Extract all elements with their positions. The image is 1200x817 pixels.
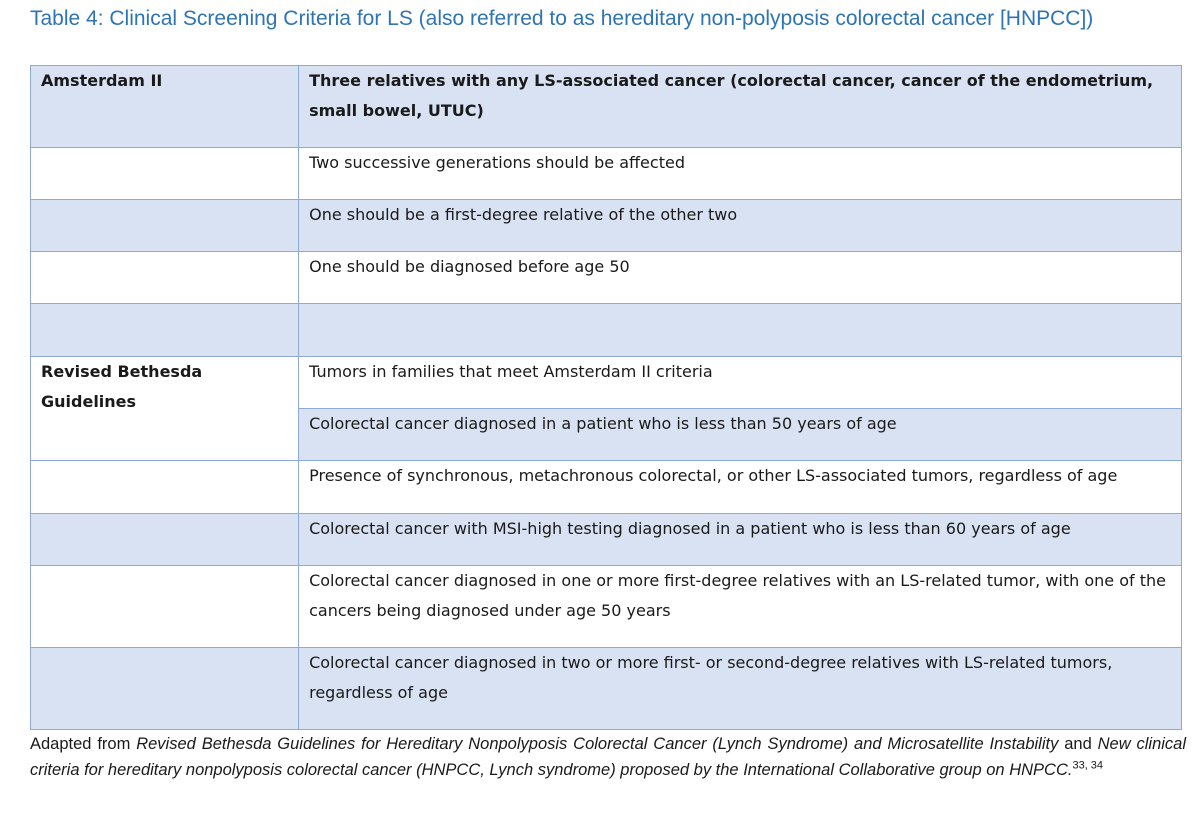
source-prefix: Adapted from — [30, 735, 137, 753]
empty-cell — [31, 648, 299, 730]
criterion-cell: Colorectal cancer diagnosed in one or more first-degree relatives with an LS-related tumor, with one of the cancers being diagnosed under age 50 years — [299, 566, 1182, 648]
criterion-cell: Colorectal cancer with MSI-high testing diagnosed in a patient who is less than 60 years of age — [299, 514, 1182, 566]
bethesda-label: Revised Bethesda Guidelines — [31, 357, 299, 461]
criterion-cell: Two successive generations should be affected — [299, 148, 1182, 200]
table-row — [31, 148, 1182, 200]
table-caption: Table 4: Clinical Screening Criteria for LS (also referred to as hereditary non-polyposis colorectal cancer [HNPCC]) — [30, 7, 1094, 30]
table-row — [31, 514, 1182, 566]
table-row — [31, 566, 1182, 648]
empty-cell — [31, 200, 299, 252]
header-criterion: Three relatives with any LS-associated cancer (colorectal cancer, cancer of the endometrium, small bowel, UTUC) — [299, 66, 1182, 148]
source-title-hnpcc: New clinical criteria for hereditary nonpolyposis colorectal cancer (HNPCC, Lynch syndrome) proposed by the International Collaborative group on HNPCC. — [30, 735, 1187, 779]
table-row — [31, 252, 1182, 304]
criterion-cell: One should be diagnosed before age 50 — [299, 252, 1182, 304]
empty-cell — [31, 461, 299, 514]
amsterdam-label: Amsterdam II — [31, 66, 299, 148]
criterion-cell: Colorectal cancer diagnosed in a patient who is less than 50 years of age — [299, 409, 1182, 461]
criterion-cell: Tumors in families that meet Amsterdam II criteria — [299, 357, 1182, 409]
table-header-row — [31, 66, 1182, 148]
screening-criteria-table — [30, 65, 1182, 730]
table-row — [31, 304, 1182, 357]
empty-cell — [31, 514, 299, 566]
empty-cell — [31, 252, 299, 304]
criterion-cell: One should be a first-degree relative of the other two — [299, 200, 1182, 252]
criterion-cell — [299, 304, 1182, 357]
source-title-bethesda: Revised Bethesda Guidelines for Hereditary Nonpolyposis Colorectal Cancer (Lynch Syndrome) and Microsatellite Instability — [136, 735, 1059, 753]
table-row — [31, 461, 1182, 514]
table-row — [31, 357, 1182, 409]
criterion-cell: Presence of synchronous, metachronous colorectal, or other LS-associated tumors, regardless of age — [299, 461, 1182, 514]
table-row — [31, 200, 1182, 252]
criterion-cell: Colorectal cancer diagnosed in two or more first- or second-degree relatives with LS-related tumors, regardless of age — [299, 648, 1182, 730]
empty-cell — [31, 566, 299, 648]
empty-cell — [31, 304, 299, 357]
reference-numbers: 33, 34 — [1072, 759, 1104, 772]
empty-cell — [31, 148, 299, 200]
source-note — [30, 731, 1186, 783]
table-row — [31, 648, 1182, 730]
source-joiner: and — [1058, 735, 1098, 753]
